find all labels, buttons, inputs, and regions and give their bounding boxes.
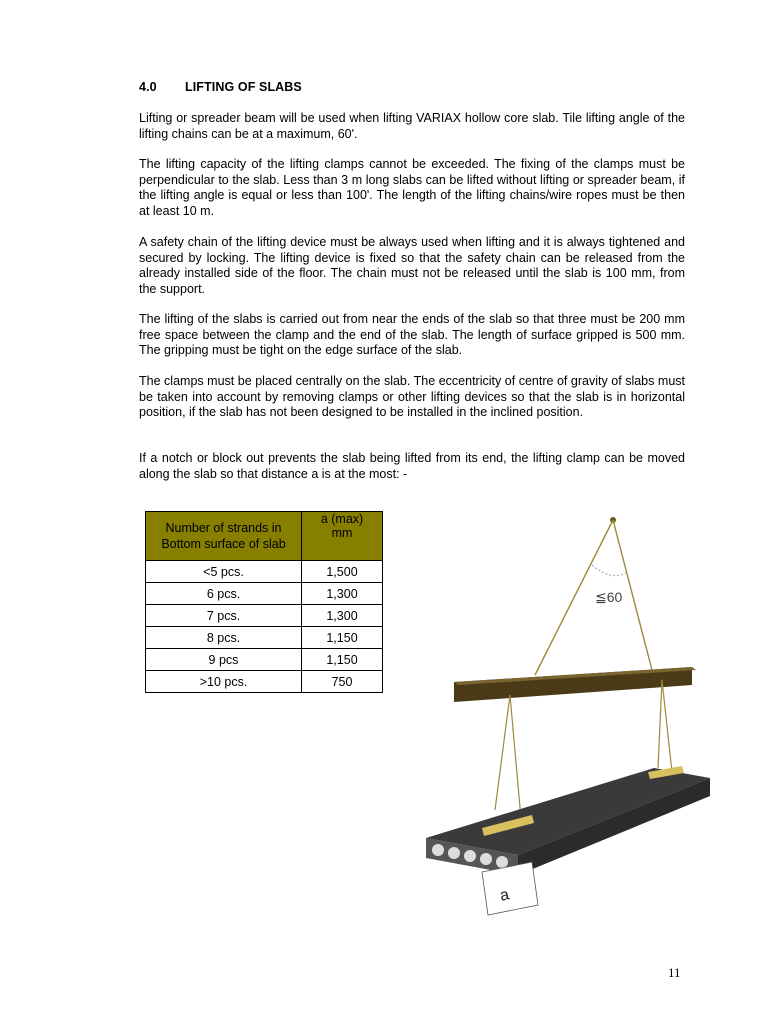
table-row — [146, 605, 383, 627]
left-lower-chain — [495, 695, 510, 810]
table-row — [146, 561, 383, 583]
table-row — [146, 583, 383, 605]
cell-strands: >10 pcs. — [146, 671, 302, 693]
paragraph-6: If a notch or block out prevents the slab being lifted from its end, the lifting clamp can be moved along the slab so that distance a is at the most: - — [139, 451, 685, 481]
paragraph-2: The lifting capacity of the lifting clamps cannot be exceeded. The fixing of the clamps must be perpendicular to the slab. Less than 3 m long slabs can be lifted without lifting or spreader beam, if the lifting angle is equal or less than 100'. The length of the lifting chains/wire ropes must be then at least 10 m. — [139, 157, 685, 218]
section-number: 4.0 — [139, 80, 157, 94]
cell-a: 1,300 — [302, 605, 383, 627]
table-row — [146, 671, 383, 693]
cell-a: 1,500 — [302, 561, 383, 583]
distance-a-label: a — [498, 886, 511, 905]
angle-label: ≦60 — [595, 589, 623, 605]
cell-strands: 7 pcs. — [146, 605, 302, 627]
header-strands-line2: Bottom surface of slab — [161, 537, 286, 551]
cell-strands: 8 pcs. — [146, 627, 302, 649]
distance-a-box — [482, 862, 538, 915]
header-strands-line1: Number of strands in — [165, 521, 282, 535]
paragraph-3: A safety chain of the lifting device must be always used when lifting and it is always tightened and secured by locking. The lifting device is fixed so that the safety chain can be released from the already installed side of the floor. The chain must not be released until the slab is 100 mm, from the support. — [139, 235, 685, 296]
cell-a: 1,150 — [302, 627, 383, 649]
strands-table — [145, 511, 383, 693]
lifting-illustration — [420, 510, 720, 920]
header-a-max — [302, 512, 383, 561]
cell-a: 1,150 — [302, 649, 383, 671]
section-heading — [139, 80, 302, 94]
table-header-row — [146, 512, 383, 561]
cell-a: 1,300 — [302, 583, 383, 605]
cell-a: 750 — [302, 671, 383, 693]
header-strands — [146, 512, 302, 561]
angle-arc — [592, 565, 627, 576]
header-a-line2: mm — [331, 526, 353, 540]
paragraph-1: Lifting or spreader beam will be used when lifting VARIAX hollow core slab. Tile lifting angle of the lifting chains can be at a maximum, 60'. — [139, 111, 685, 141]
cell-strands: <5 pcs. — [146, 561, 302, 583]
header-a-line1: a (max) — [320, 512, 364, 526]
table-row — [146, 627, 383, 649]
right-lower-chain — [658, 680, 662, 768]
paragraph-4: The lifting of the slabs is carried out from near the ends of the slab so that three must be 200 mm free space between the clamp and the end of the slab. The length of surface gripped is 500 mm. The gripping must be tight on the edge surface of the slab. — [139, 312, 685, 358]
table-row — [146, 649, 383, 671]
page-number: 11 — [668, 965, 681, 980]
section-title: LIFTING OF SLABS — [185, 80, 302, 94]
cell-strands: 6 pcs. — [146, 583, 302, 605]
paragraph-5: The clamps must be placed centrally on the slab. The eccentricity of centre of gravity of slabs must be taken into account by removing clamps or other lifting devices so that the slab is in horizontal position, if the slab has not been designed to be installed in the inclined position. — [139, 374, 685, 420]
cell-strands: 9 pcs — [146, 649, 302, 671]
